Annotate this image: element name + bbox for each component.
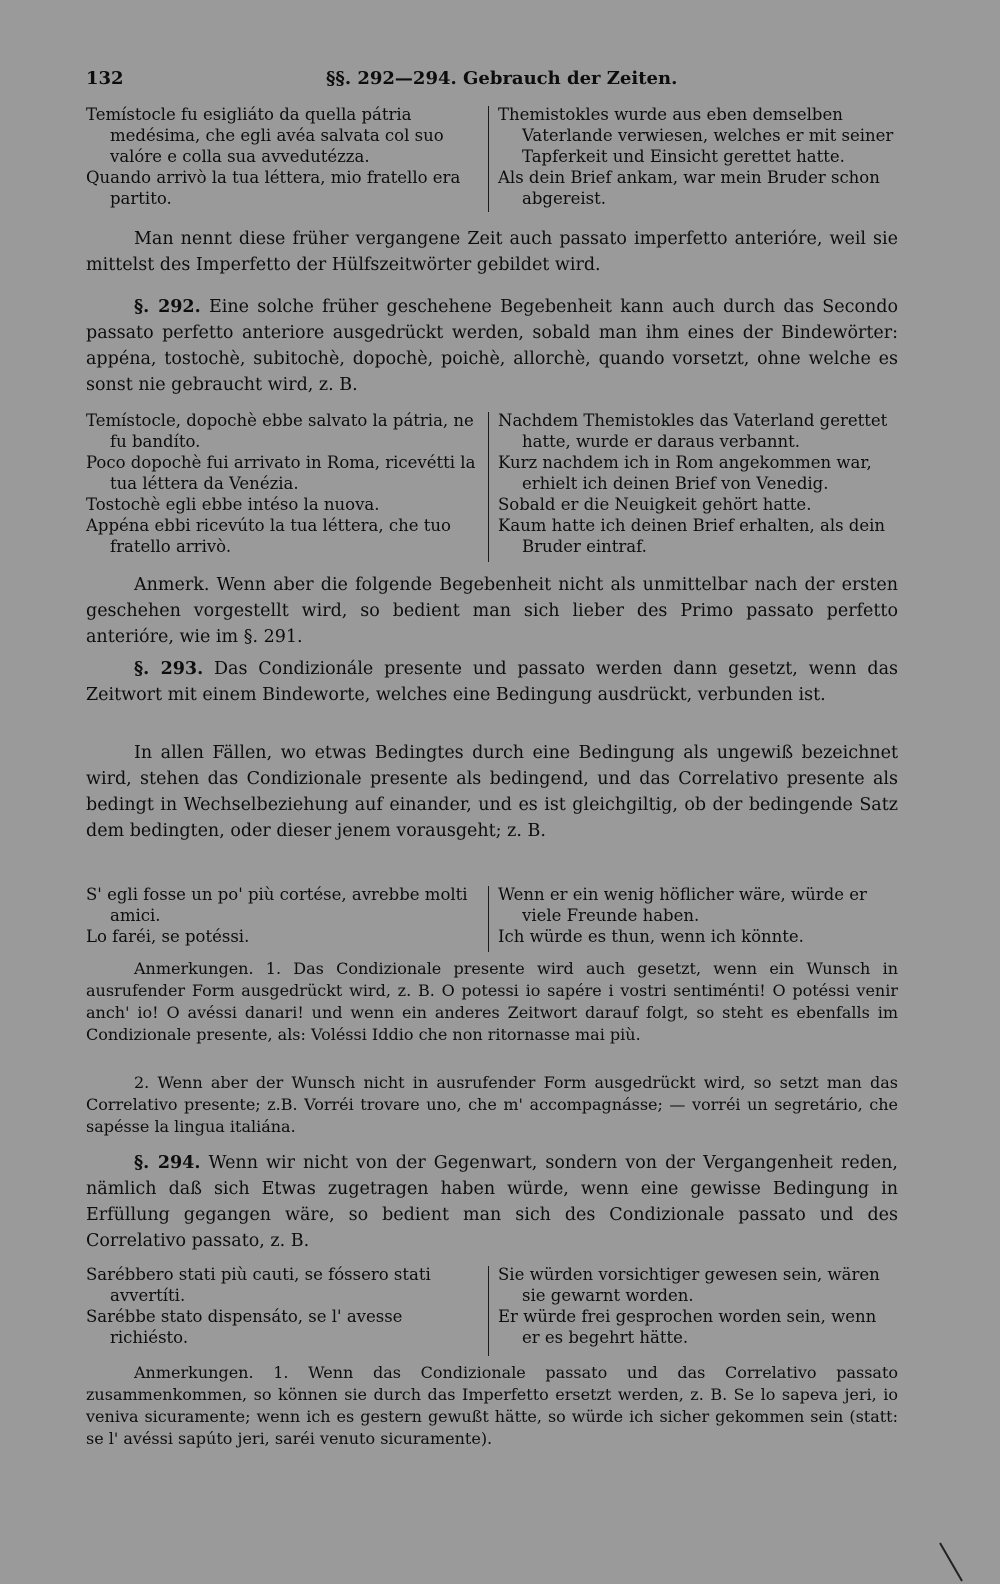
italian-example: Poco dopochè fui arrivato in Roma, ricevétti la tua léttera da Venézia. (86, 453, 476, 493)
german-translation: Ich würde es thun, wenn ich könnte. (498, 927, 804, 946)
section-number: §. 293. (134, 659, 204, 679)
german-column (498, 104, 898, 209)
example-block-4 (86, 1264, 898, 1360)
italian-column (86, 410, 482, 557)
german-column (498, 410, 898, 557)
italian-example: Appéna ebbi ricevúto la tua léttera, che tuo fratello arrivò. (86, 516, 451, 556)
german-translation: Wenn er ein wenig höflicher wäre, würde er viele Freunde haben. (498, 885, 867, 925)
section-number: §. 292. (134, 297, 201, 317)
italian-example: Temístocle, dopochè ebbe salvato la pátria, ne fu bandíto. (86, 411, 474, 451)
column-divider (488, 886, 489, 952)
german-translation: Als dein Brief ankam, war mein Bruder schon abgereist. (498, 168, 880, 208)
running-title: §§. 292—294. Gebrauch der Zeiten. (326, 68, 678, 89)
italian-example: S' egli fosse un po' più cortése, avrebbe molti amici. (86, 885, 468, 925)
section-294 (86, 1150, 898, 1254)
italian-column (86, 884, 482, 947)
german-translation: Sobald er die Neuigkeit gehört hatte. (498, 495, 812, 514)
example-block-2 (86, 410, 898, 566)
italian-example: Sarébbe stato dispensáto, se l' avesse richiésto. (86, 1307, 403, 1347)
remark: Anmerkungen. 1. Das Condizionale presente wird auch gesetzt, wenn ein Wunsch in ausrufender Form ausgedrückt wird, z. B. O potessi io sapére i vostri sentiménti! O potéssi venir anch' io! O avéssi danari! und wenn ein anderes Zeitwort darauf folgt, so steht es ebenfalls im Condizionale presente, als: Voléssi Iddio che non ritornasse mai più. (86, 959, 898, 1044)
italian-example: Temístocle fu esigliáto da quella pátria medésima, che egli avéa salvata col suo valóre e colla sua avvedutézza. (86, 105, 444, 166)
paragraph: In allen Fällen, wo etwas Bedingtes durch eine Bedingung als ungewiß bezeichnet wird, stehen das Condizionale presente als bedingend, und das Correlativo presente als bedingt in Wechselbeziehung auf einander, und es ist gleichgiltig, ob der bedingende Satz dem bedingten, oder dieser jenem vorausgeht; z. B. (86, 743, 898, 841)
german-translation: Kurz nachdem ich in Rom angekommen war, erhielt ich deinen Brief von Venedig. (498, 453, 872, 493)
italian-example: Sarébbero stati più cauti, se fóssero stati avvertíti. (86, 1265, 431, 1305)
page-number: 132 (86, 68, 124, 89)
italian-column (86, 1264, 482, 1348)
italian-column (86, 104, 482, 209)
german-translation: Sie würden vorsichtiger gewesen sein, wären sie gewarnt worden. (498, 1265, 880, 1305)
german-translation: Nachdem Themistokles das Vaterland gerettet hatte, wurde er daraus verbannt. (498, 411, 888, 451)
example-block-3 (86, 884, 898, 956)
column-divider (488, 1266, 489, 1356)
page-header (86, 66, 898, 94)
german-translation: Kaum hatte ich deinen Brief erhalten, als dein Bruder eintraf. (498, 516, 886, 556)
paragraph: Man nennt diese früher vergangene Zeit auch passato imperfetto anterióre, weil sie mittelst des Imperfetto der Hülfszeitwörter gebildet wird. (86, 229, 898, 275)
german-column (498, 1264, 898, 1348)
german-translation: Er würde frei gesprochen worden sein, wenn er es begehrt hätte. (498, 1307, 877, 1347)
german-translation: Themistokles wurde aus eben demselben Vaterlande verwiesen, welches er mit seiner Tapferkeit und Einsicht gerettet hatte. (498, 105, 894, 166)
example-block-1 (86, 104, 898, 216)
section-293 (86, 656, 898, 708)
italian-example: Quando arrivò la tua léttera, mio fratello era partito. (86, 168, 461, 208)
section-text: Das Condizionále presente und passato werden dann gesetzt, wenn das Zeitwort mit einem Bindeworte, welches eine Bedingung ausdrückt, verbunden ist. (86, 659, 898, 705)
section-text: Eine solche früher geschehene Begebenheit kann auch durch das Secondo passato perfetto anteriore ausgedrückt werden, sobald man ihm eines der Bindewörter: appéna, tostochè, subitochè, dopochè, poichè, allorchè, quando vorsetzt, ohne welche es sonst nie gebraucht wird, z. B. (86, 297, 898, 395)
column-divider (488, 412, 489, 562)
remark: 2. Wenn aber der Wunsch nicht in ausrufender Form ausgedrückt wird, so setzt man das Correlativo presente; z.B. Vorréi trovare uno, che m' accompagnásse; — vorréi un segretário, che sapésse la lingua italiána. (86, 1073, 898, 1136)
italian-example: Tostochè egli ebbe intéso la nuova. (86, 495, 380, 514)
scan-mark (939, 1542, 963, 1581)
remark: Anmerkungen. 1. Wenn das Condizionale passato und das Correlativo passato zusammenkommen, so können sie durch das Imperfetto ersetzt werden, z. B. Se lo sapeva jeri, io veniva sicuramente; wenn ich es gestern gewußt hätte, so würde ich sicher gekommen sein (statt: se l' avéssi sapúto jeri, saréi venuto sicuramente). (86, 1363, 898, 1448)
italian-example: Lo faréi, se potéssi. (86, 927, 250, 946)
section-292 (86, 294, 898, 398)
section-text: Wenn wir nicht von der Gegenwart, sondern von der Vergangenheit reden, nämlich daß sich Etwas zugetragen haben würde, wenn eine gewisse Bedingung in Erfüllung gegangen wäre, so bedient man sich des Condizionale passato und des Correlativo passato, z. B. (86, 1153, 898, 1251)
german-column (498, 884, 898, 947)
column-divider (488, 106, 489, 212)
remark: Anmerk. Wenn aber die folgende Begebenheit nicht als unmittelbar nach der ersten geschehen vorgestellt wird, so bedient man sich lieber des Primo passato perfetto anterióre, wie im §. 291. (86, 575, 898, 647)
section-number: §. 294. (134, 1153, 201, 1173)
